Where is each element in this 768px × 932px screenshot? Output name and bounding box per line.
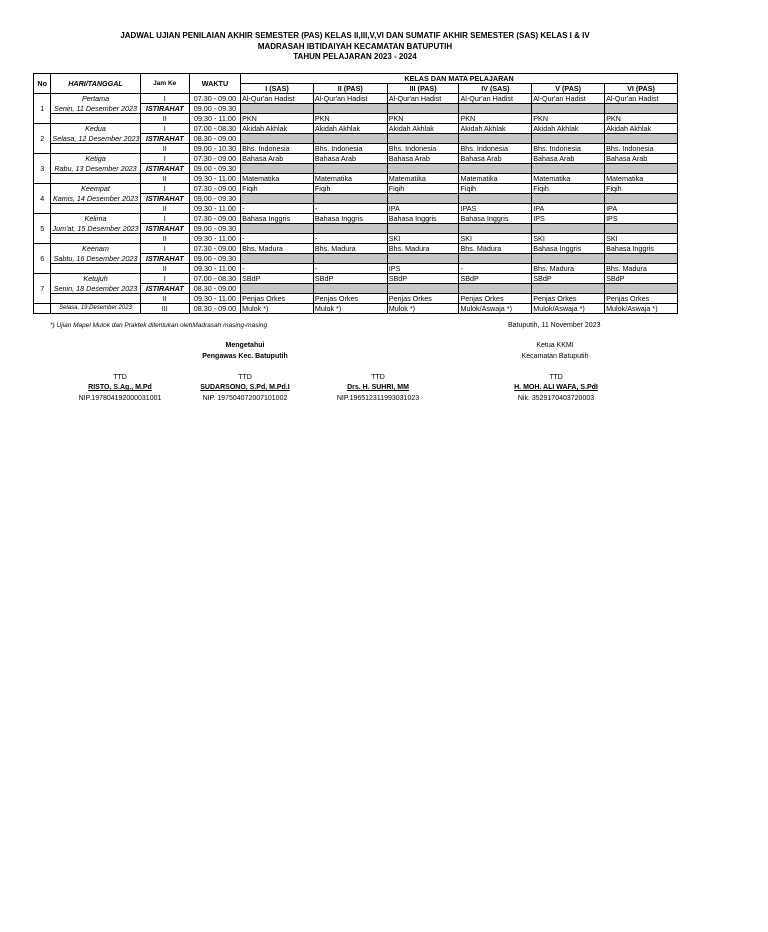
day-empty <box>51 264 140 274</box>
break-cell <box>313 194 387 204</box>
subject-cell: SBdP <box>241 274 314 284</box>
subject-cell: Matematika <box>532 174 605 184</box>
signature-nip-0: NIP.197804192000031001 <box>78 395 162 402</box>
subject-cell: Bahasa Arab <box>241 154 314 164</box>
signature-ttd-3: TTD <box>549 374 563 381</box>
subject-cell: Bhs. Indonesia <box>313 144 387 154</box>
waktu: 08.30 - 09.00 <box>189 284 240 294</box>
subject-cell: Bahasa Inggris <box>241 214 314 224</box>
header-class-5: VI (PAS) <box>605 84 678 94</box>
jam-ke: ISTIRAHAT <box>140 104 189 114</box>
break-cell <box>532 164 605 174</box>
extra-jam: III <box>140 304 189 314</box>
break-cell <box>387 224 459 234</box>
signature-name-0: RISTO, S.Ag., M.Pd <box>88 384 152 391</box>
subject-cell: Bhs. Madura <box>313 244 387 254</box>
subject-cell: Bahasa Arab <box>459 154 532 164</box>
table-row <box>34 104 678 114</box>
subject-cell: IPA <box>387 204 459 214</box>
day-empty <box>51 114 140 124</box>
subject-cell: PKN <box>459 114 532 124</box>
subject-cell: Akidah Akhlak <box>313 124 387 134</box>
break-cell <box>605 254 678 264</box>
table-row <box>34 224 678 234</box>
break-cell <box>459 164 532 174</box>
subject-cell: Bahasa Arab <box>387 154 459 164</box>
subject-cell: Bhs. Madura <box>387 244 459 254</box>
break-cell <box>241 164 314 174</box>
signature-name-3: H. MOH. ALI WAFA, S.PdI <box>514 384 598 391</box>
subject-cell: Penjas Orkes <box>532 294 605 304</box>
break-cell <box>532 134 605 144</box>
jam-ke: I <box>140 274 189 284</box>
break-cell <box>241 194 314 204</box>
table-row <box>34 294 678 304</box>
ketua-label: Ketua KKMI <box>536 342 574 349</box>
subject-cell: Penjas Orkes <box>459 294 532 304</box>
subject-cell: SBdP <box>459 274 532 284</box>
header-class-group: KELAS DAN MATA PELAJARAN <box>241 74 678 84</box>
day-label: Keempat <box>51 184 140 194</box>
subject-cell: IPS <box>605 214 678 224</box>
jam-ke: II <box>140 234 189 244</box>
mengetahui-label: Mengetahui <box>225 342 265 349</box>
day-date: Senin, 11 Desember 2023 <box>51 104 140 114</box>
day-label: Kedua <box>51 124 140 134</box>
subject-cell: IPA <box>605 204 678 214</box>
subject-cell: Bhs. Madura <box>459 244 532 254</box>
day-label: Kelima <box>51 214 140 224</box>
footnote: *) Ujian Mapel Mulok dan Praktek ditentukan olehMadrasah masing-masing <box>50 322 268 329</box>
header-class-0: I (SAS) <box>241 84 314 94</box>
subject-cell: Al-Qur'an Hadist <box>532 94 605 104</box>
table-row <box>34 174 678 184</box>
subject-cell: Bhs. Madura <box>605 264 678 274</box>
subject-cell: Akidah Akhlak <box>605 124 678 134</box>
subject-cell: Bahasa Inggris <box>532 244 605 254</box>
header-class-3: IV (SAS) <box>459 84 532 94</box>
day-number: 1 <box>34 94 51 124</box>
subject-cell: Akidah Akhlak <box>241 124 314 134</box>
subject-cell: - <box>241 204 314 214</box>
subject-cell: - <box>241 264 314 274</box>
break-cell <box>459 134 532 144</box>
header-class-1: II (PAS) <box>313 84 387 94</box>
subject-cell: IPA <box>532 204 605 214</box>
jam-ke: I <box>140 184 189 194</box>
table-row <box>34 204 678 214</box>
subject-cell: - <box>459 264 532 274</box>
subject-cell: SBdP <box>387 274 459 284</box>
subject-cell: Fiqih <box>459 184 532 194</box>
jam-ke: I <box>140 94 189 104</box>
signature-nip-1: NIP. 197504072007101002 <box>202 395 288 402</box>
header-waktu: WAKTU <box>189 74 240 94</box>
table-row <box>34 184 678 194</box>
waktu: 09.30 - 11.00 <box>189 174 240 184</box>
waktu: 09.00 - 09.30 <box>189 224 240 234</box>
subject-cell: SKI <box>459 234 532 244</box>
subject-cell: Matematika <box>241 174 314 184</box>
day-date: Jum'at, 15 Desember 2023 <box>52 223 139 233</box>
extra-subject: Mulok/Aswaja *) <box>605 304 678 314</box>
waktu: 09.30 - 11.00 <box>189 204 240 214</box>
subject-cell: Akidah Akhlak <box>459 124 532 134</box>
subject-cell: Bahasa Inggris <box>313 214 387 224</box>
subject-cell: Fiqih <box>532 184 605 194</box>
extra-no <box>34 304 51 314</box>
subject-cell: - <box>313 264 387 274</box>
header-no: No <box>34 74 51 94</box>
table-row <box>34 284 678 294</box>
subject-cell: Bhs. Madura <box>532 264 605 274</box>
subject-cell: PKN <box>605 114 678 124</box>
break-cell <box>313 254 387 264</box>
day-empty <box>51 294 140 304</box>
table-row <box>34 94 678 104</box>
break-cell <box>532 194 605 204</box>
waktu: 07.30 - 09.00 <box>189 184 240 194</box>
subject-cell: Penjas Orkes <box>241 294 314 304</box>
table-row <box>34 164 678 174</box>
break-cell <box>605 194 678 204</box>
break-cell <box>387 194 459 204</box>
break-cell <box>387 284 459 294</box>
subject-cell: Al-Qur'an Hadist <box>313 94 387 104</box>
subject-cell: PKN <box>387 114 459 124</box>
pengawas-label: Pengawas Kec. Batuputih <box>202 353 288 360</box>
day-number: 6 <box>34 244 51 274</box>
break-cell <box>241 254 314 264</box>
subject-cell: Akidah Akhlak <box>532 124 605 134</box>
jam-ke: ISTIRAHAT <box>140 194 189 204</box>
subject-cell: SBdP <box>313 274 387 284</box>
waktu: 07.30 - 09.00 <box>189 154 240 164</box>
subject-cell: Penjas Orkes <box>313 294 387 304</box>
subject-cell: Bahasa Inggris <box>605 244 678 254</box>
subject-cell: SKI <box>387 234 459 244</box>
subject-cell: Matematika <box>313 174 387 184</box>
signature-nip-2: NIP.196512311993031023 <box>336 395 420 402</box>
break-cell <box>532 254 605 264</box>
signature-name-2: Drs. H. SUHRI, MM <box>347 384 409 391</box>
table-row <box>34 214 678 224</box>
waktu: 09.30 - 11.00 <box>189 234 240 244</box>
break-cell <box>605 224 678 234</box>
subject-cell: Fiqih <box>605 184 678 194</box>
extra-subject: Mulok/Aswaja *) <box>532 304 605 314</box>
jam-ke: I <box>140 154 189 164</box>
subject-cell: - <box>313 204 387 214</box>
subject-cell: Fiqih <box>387 184 459 194</box>
subject-cell: IPS <box>387 264 459 274</box>
subject-cell: Bahasa Arab <box>605 154 678 164</box>
day-number: 7 <box>34 274 51 304</box>
subject-cell: Al-Qur'an Hadist <box>241 94 314 104</box>
subject-cell: Bhs. Indonesia <box>605 144 678 154</box>
jam-ke: II <box>140 294 189 304</box>
subject-cell: Al-Qur'an Hadist <box>459 94 532 104</box>
day-date: Kamis, 14 Desember 2023 <box>51 194 140 204</box>
jam-ke: ISTIRAHAT <box>140 254 189 264</box>
jam-ke: ISTIRAHAT <box>140 134 189 144</box>
subject-cell: Matematika <box>387 174 459 184</box>
break-cell <box>387 134 459 144</box>
table-row-extra <box>34 304 678 314</box>
table-row <box>34 144 678 154</box>
break-cell <box>532 104 605 114</box>
waktu: 07.30 - 09.00 <box>189 214 240 224</box>
subject-cell: - <box>313 234 387 244</box>
day-empty <box>51 234 140 244</box>
waktu: 07.30 - 09.00 <box>189 244 240 254</box>
day-empty <box>51 174 140 184</box>
place-date: Batuputih, 11 November 2023 <box>508 322 601 329</box>
waktu: 09.30 - 11.00 <box>189 114 240 124</box>
subject-cell: Bhs. Indonesia <box>459 144 532 154</box>
extra-waktu: 08.30 - 09.00 <box>189 304 240 314</box>
subject-cell: Bhs. Indonesia <box>241 144 314 154</box>
break-cell <box>605 104 678 114</box>
waktu: 09.00 - 10.30 <box>189 144 240 154</box>
extra-date: Selasa, 19 Desember 2023 <box>51 304 140 314</box>
subject-cell: PKN <box>313 114 387 124</box>
jam-ke: II <box>140 174 189 184</box>
subject-cell: Matematika <box>605 174 678 184</box>
waktu: 09.00 - 09.30 <box>189 194 240 204</box>
waktu: 08.30 - 09.00 <box>189 134 240 144</box>
subject-cell: Bhs. Indonesia <box>387 144 459 154</box>
waktu: 09.30 - 11.00 <box>189 294 240 304</box>
subject-cell: PKN <box>532 114 605 124</box>
break-cell <box>459 194 532 204</box>
jam-ke: I <box>140 244 189 254</box>
table-row <box>34 274 678 284</box>
schedule-table <box>33 73 678 314</box>
extra-subject: Mulok *) <box>387 304 459 314</box>
day-label: Pertama <box>51 94 140 104</box>
subject-cell: SKI <box>605 234 678 244</box>
table-row <box>34 254 678 264</box>
subject-cell: IPAS <box>459 204 532 214</box>
break-cell <box>313 224 387 234</box>
subject-cell: - <box>241 234 314 244</box>
subject-cell: SKI <box>532 234 605 244</box>
jam-ke: ISTIRAHAT <box>140 164 189 174</box>
day-label: Ketiga <box>51 154 140 164</box>
break-cell <box>605 134 678 144</box>
break-cell <box>459 254 532 264</box>
jam-ke: II <box>140 204 189 214</box>
waktu: 09.00 - 09.30 <box>189 254 240 264</box>
waktu: 07.30 - 09.00 <box>189 94 240 104</box>
subject-cell: PKN <box>241 114 314 124</box>
break-cell <box>605 284 678 294</box>
subject-cell: Bhs. Indonesia <box>532 144 605 154</box>
day-number: 3 <box>34 154 51 184</box>
break-cell <box>241 224 314 234</box>
kecamatan-label: Kecamatan Batuputih <box>521 353 589 360</box>
extra-subject: Mulok *) <box>241 304 314 314</box>
signature-name-1: SUDARSONO, S.Pd, M.Pd.I <box>200 384 290 391</box>
subject-cell: Bhs. Madura <box>241 244 314 254</box>
jam-ke: II <box>140 144 189 154</box>
subject-cell: SBdP <box>605 274 678 284</box>
jam-ke: II <box>140 114 189 124</box>
break-cell <box>387 104 459 114</box>
break-cell <box>241 134 314 144</box>
break-cell <box>459 104 532 114</box>
subject-cell: IPS <box>532 214 605 224</box>
header-class-2: III (PAS) <box>387 84 459 94</box>
day-number: 2 <box>34 124 51 154</box>
waktu: 09.30 - 11.00 <box>189 264 240 274</box>
subject-cell: Akidah Akhlak <box>387 124 459 134</box>
break-cell <box>532 224 605 234</box>
break-cell <box>313 164 387 174</box>
break-cell <box>313 284 387 294</box>
table-row <box>34 244 678 254</box>
day-date: Senin, 18 Desember 2023 <box>51 284 140 294</box>
table-row <box>34 134 678 144</box>
jam-ke: II <box>140 264 189 274</box>
signature-ttd-1: TTD <box>238 374 252 381</box>
subject-cell: Matematika <box>459 174 532 184</box>
subject-cell: Bahasa Arab <box>532 154 605 164</box>
subject-cell: Penjas Orkes <box>605 294 678 304</box>
subject-cell: Fiqih <box>313 184 387 194</box>
signature-nip-3: Nik. 3529170403720003 <box>517 395 595 402</box>
break-cell <box>241 284 314 294</box>
subject-cell: Penjas Orkes <box>387 294 459 304</box>
day-date: Selasa, 12 Desember 2023 <box>52 133 140 143</box>
jam-ke: ISTIRAHAT <box>140 224 189 234</box>
break-cell <box>459 284 532 294</box>
break-cell <box>532 284 605 294</box>
table-row <box>34 124 678 134</box>
waktu: 09.00 - 09.30 <box>189 104 240 114</box>
break-cell <box>313 134 387 144</box>
header-class-4: V (PAS) <box>532 84 605 94</box>
break-cell <box>241 104 314 114</box>
waktu: 07.00 - 08.30 <box>189 274 240 284</box>
subject-cell: Al-Qur'an Hadist <box>387 94 459 104</box>
day-empty <box>51 204 140 214</box>
jam-ke: I <box>140 214 189 224</box>
signature-ttd-0: TTD <box>113 374 127 381</box>
subject-cell: Bahasa Inggris <box>387 214 459 224</box>
header-day: HARI/TANGGAL <box>51 74 140 94</box>
break-cell <box>313 104 387 114</box>
waktu: 07.00 - 08.30 <box>189 124 240 134</box>
table-row <box>34 234 678 244</box>
day-label: Ketujuh <box>51 274 140 284</box>
waktu: 09.00 - 09.30 <box>189 164 240 174</box>
table-row <box>34 264 678 274</box>
table-row <box>34 194 678 204</box>
doc-title-line3: TAHUN PELAJARAN 2023 - 2024 <box>293 52 417 61</box>
day-date: Sabtu, 16 Desember 2023 <box>51 254 140 264</box>
jam-ke: ISTIRAHAT <box>140 284 189 294</box>
jam-ke: I <box>140 124 189 134</box>
subject-cell: Al-Qur'an Hadist <box>605 94 678 104</box>
day-empty <box>51 144 140 154</box>
doc-title-line1: JADWAL UJIAN PENILAIAN AKHIR SEMESTER (PAS) KELAS II,III,V,VI DAN SUMATIF AKHIR SEMESTER (SAS) KELAS I & IV <box>120 31 590 40</box>
day-number: 4 <box>34 184 51 214</box>
subject-cell: Bahasa Inggris <box>459 214 532 224</box>
break-cell <box>459 224 532 234</box>
subject-cell: Fiqih <box>241 184 314 194</box>
extra-subject: Mulok/Aswaja *) <box>459 304 532 314</box>
day-date: Rabu, 13 Desember 2023 <box>51 164 140 174</box>
break-cell <box>387 164 459 174</box>
subject-cell: Bahasa Arab <box>313 154 387 164</box>
day-label: Keenam <box>51 244 140 254</box>
break-cell <box>387 254 459 264</box>
extra-subject: Mulok *) <box>313 304 387 314</box>
day-number: 5 <box>34 214 51 244</box>
doc-title-line2: MADRASAH IBTIDAIYAH KECAMATAN BATUPUTIH <box>257 42 453 51</box>
break-cell <box>605 164 678 174</box>
table-row <box>34 154 678 164</box>
table-row <box>34 114 678 124</box>
header-jam: Jam Ke <box>140 74 189 94</box>
signature-ttd-2: TTD <box>371 374 385 381</box>
subject-cell: SBdP <box>532 274 605 284</box>
